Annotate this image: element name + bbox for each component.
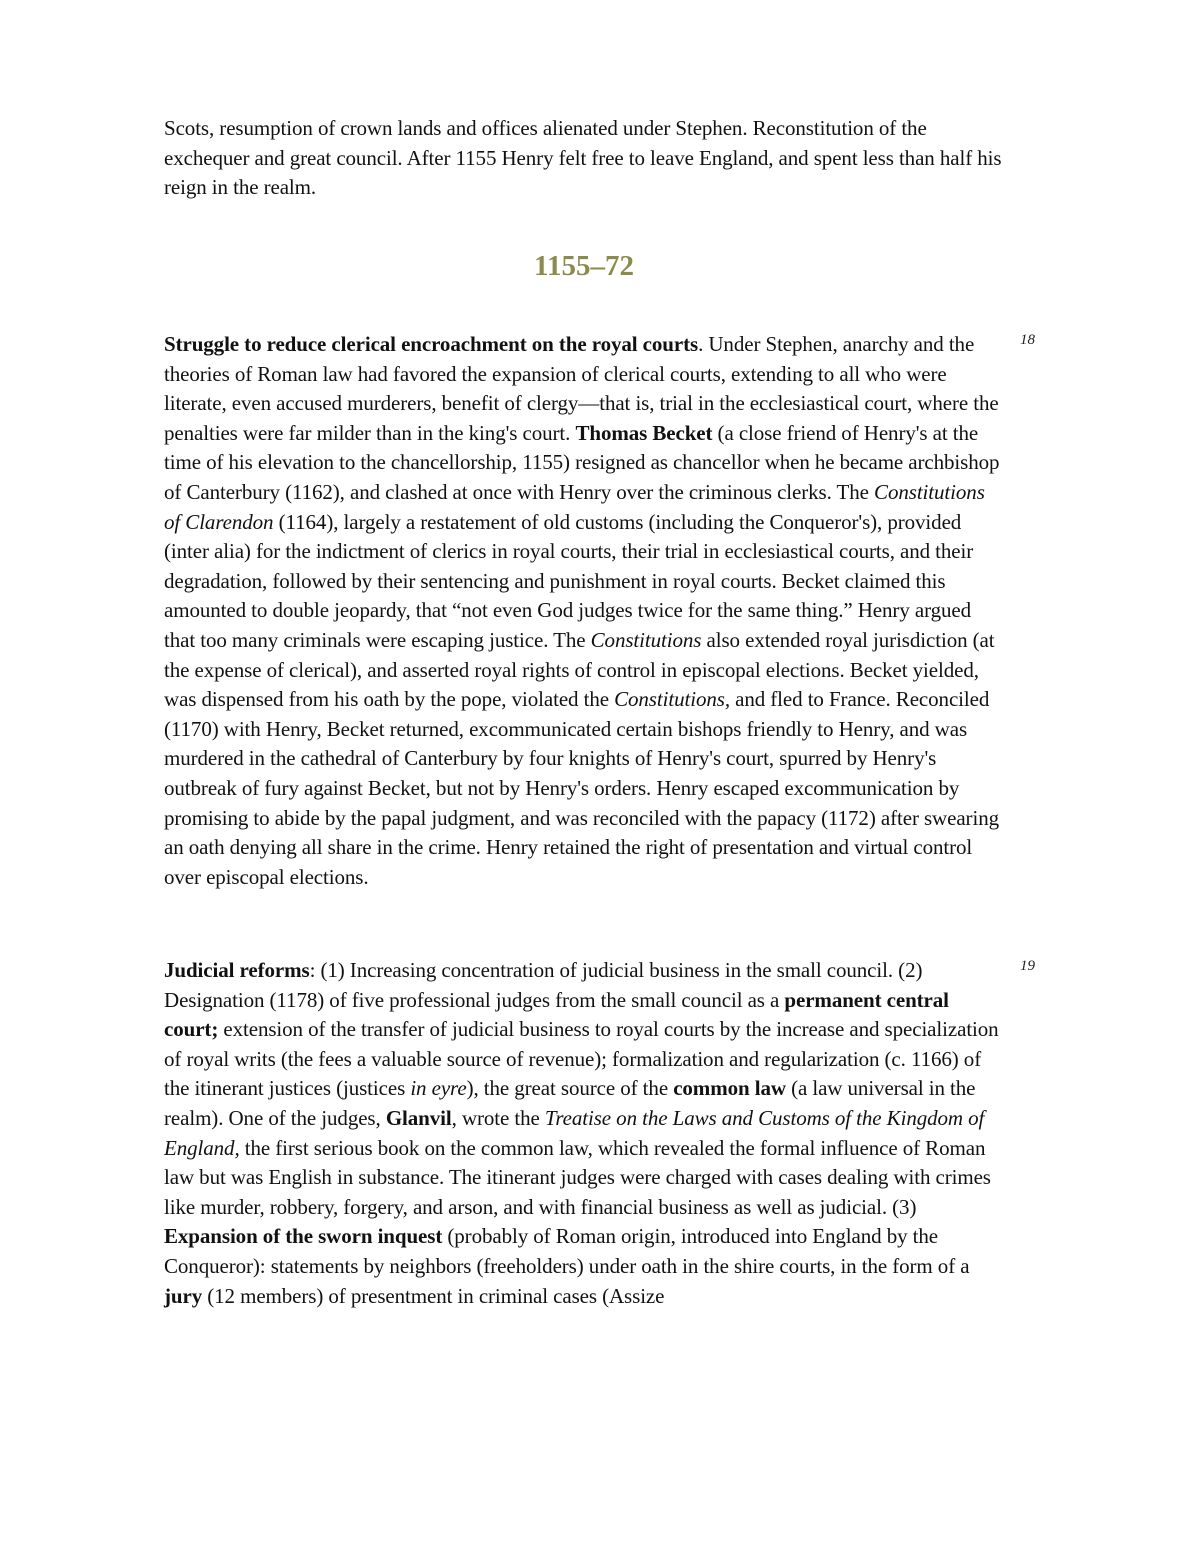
paragraph-text: ), the great source of the bbox=[466, 1076, 674, 1101]
key-term: Expansion of the sworn inquest bbox=[164, 1224, 443, 1249]
foreign-term: in eyre bbox=[410, 1076, 467, 1101]
key-term: Thomas Becket bbox=[575, 420, 713, 445]
intro-paragraph bbox=[164, 114, 1004, 203]
topic-heading: Judicial reforms bbox=[164, 958, 310, 982]
paragraph-text: (probably of Roman origin, introduced into England by the Conqueror): statements by neighbors (freeholders) under oath in the shire courts, in the form of a bbox=[164, 1224, 970, 1278]
paragraph-judicial-reforms bbox=[164, 956, 1004, 1311]
margin-number: 19 bbox=[1020, 958, 1035, 974]
intro-text: Scots, resumption of crown lands and offices alienated under Stephen. Reconstitution of the exchequer and great council. After 1155 Henry felt free to leave England, and spent less than half his reign in the realm. bbox=[164, 116, 1002, 200]
key-term: Glanvil bbox=[385, 1105, 452, 1130]
paragraph-text: : (1) Increasing concentration of judicial business in the small council. (2) Designation (1178) of five professional judges from the small council as a bbox=[164, 958, 923, 1012]
work-title: Constitutions, bbox=[614, 687, 730, 712]
key-term: permanent central court; bbox=[164, 987, 949, 1042]
key-term: jury bbox=[164, 1283, 203, 1308]
work-title: Treatise on the Laws and Customs of the Kingdom of England, bbox=[164, 1105, 985, 1160]
key-term: common law bbox=[673, 1076, 786, 1101]
paragraph-text: and fled to France. Reconciled (1170) with Henry, Becket returned, excommunicated certain bishops friendly to Henry, and was murdered in the cathedral of Canterbury by four knights of Henry's court, spurred by Henry's outbreak of fury against Becket, but not by Henry's orders. Henry escaped excommunication by promising to abide by the papal judgment, and was reconciled with the papacy (1172) after swearing an oath denying all share in the crime. Henry retained the right of presentation and virtual control over episcopal elections. bbox=[164, 687, 999, 889]
paragraph-clerical-courts bbox=[164, 330, 1004, 892]
paragraph-text: extension of the transfer of judicial business to royal courts by the increase and specialization of royal writs (the fees a valuable source of revenue); formalization and regularization (c. 1166) of the itinerant justices (justices bbox=[164, 1017, 999, 1101]
paragraph-text: (a law universal in the realm). One of the judges, bbox=[164, 1076, 976, 1130]
work-title: Constitutions of Clarendon bbox=[164, 479, 985, 534]
section-heading: 1155–72 bbox=[534, 250, 634, 282]
work-title: Constitutions bbox=[590, 627, 702, 652]
topic-heading: Struggle to reduce clerical encroachment on the royal courts bbox=[164, 332, 699, 356]
paragraph-text: , wrote the bbox=[451, 1105, 545, 1130]
paragraph-text: (a close friend of Henry's at the time of his elevation to the chancellorship, 1155) resigned as chancellor when he became archbishop of Canterbury (1162), and clashed at once with Henry over the criminous clerks. The bbox=[164, 420, 1000, 504]
paragraph-text: . Under Stephen, anarchy and the theories of Roman law had favored the expansion of clerical courts, extending to all who were literate, even accused murderers, benefit of clergy—that is, trial in the ecclesiastical court, where the penalties were far milder than in the king's court. bbox=[164, 332, 999, 445]
margin-number: 18 bbox=[1020, 332, 1035, 348]
paragraph-text: the first serious book on the common law, which revealed the formal influence of Roman law but was English in substance. The itinerant judges were charged with cases dealing with crimes like murder, robbery, forgery, and arson, and with financial business as well as judicial. (3) bbox=[164, 1135, 991, 1219]
paragraph-text: (12 members) of presentment in criminal cases (Assize bbox=[202, 1283, 665, 1308]
paragraph-text: also extended royal jurisdiction (at the expense of clerical), and asserted royal rights of control in episcopal elections. Becket yielded, was dispensed from his oath by the pope, violated the bbox=[164, 627, 995, 712]
paragraph-text: (1164), largely a restatement of old customs (including the Conqueror's), provided (inter alia) for the indictment of clerics in royal courts, their trial in ecclesiastical courts, and their degradation, followed by their sentencing and punishment in royal courts. Becket claimed this amounted to double jeopardy, that “not even God judges twice for the same thing.” Henry argued that too many criminals were escaping justice. The bbox=[164, 509, 974, 652]
